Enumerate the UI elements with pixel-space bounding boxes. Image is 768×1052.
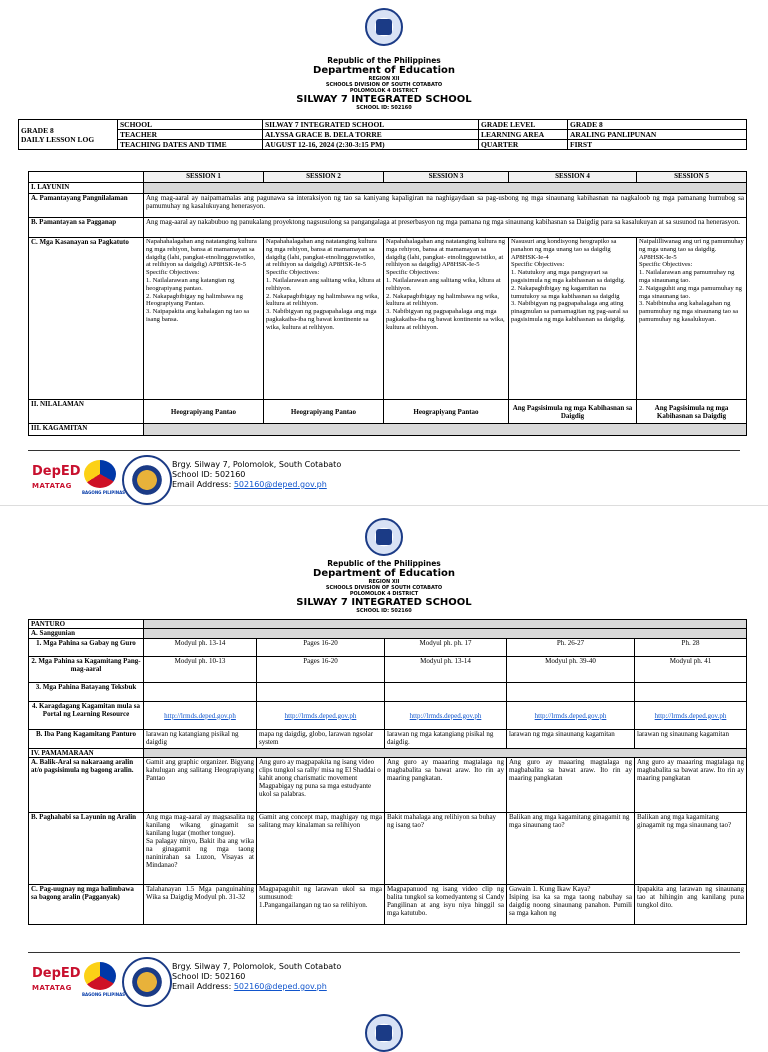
page-footer xyxy=(0,450,768,510)
region-text: REGION XII xyxy=(368,76,400,82)
department-text: Department of Education xyxy=(313,65,455,76)
quarter-value: FIRST xyxy=(568,140,747,150)
iba-cell: larawan ng mga sinaunang kagamitan xyxy=(507,730,635,749)
school-name: SILWAY 7 INTEGRATED SCHOOL xyxy=(296,94,472,105)
division-text: SCHOOLS DIVISION OF SOUTH COTABATO xyxy=(325,82,443,88)
republic-text: Republic of the Philippines xyxy=(327,56,441,65)
paghahabi-cell: Bakit mahalaga ang relihiyon sa buhay ng isang tao? xyxy=(385,813,507,885)
school-id: SCHOOL ID: 502160 xyxy=(356,105,412,111)
school-label: SCHOOL xyxy=(118,120,263,130)
iba-cell: larawan ng sinaunang kagamitan xyxy=(635,730,747,749)
portal-link[interactable]: http://lrmds.deped.gov.ph xyxy=(534,711,607,720)
kasanayan-cell: Nasusuri ang kondisyong heograpiko sa panahon ng mga unang tao sa daigdig AP8HSK-Ie-4 Specific Objectives: 1. Natutukoy ang mga pangyayari sa pagsisimula ng mga kabihasnan sa daigdig. 2. Nakapagbibigay ng kagamitan na tumutukoy sa mga kabihasnan sa daigdig 3. Nabibigyan ng pagpapahalaga ang ating pinagmulan sa pamamagitan ng pag-aaral sa pagsisimula ng mga kabihasnan sa daigdig. xyxy=(509,238,637,400)
paghahabi-label: B. Paghahabi sa Layunin ng Aralin xyxy=(29,813,144,885)
kagamitan-label: III. KAGAMITAN xyxy=(29,424,144,436)
grey-band xyxy=(144,424,747,436)
page-footer xyxy=(0,952,768,1012)
panturo-label: PANTURO xyxy=(29,620,144,629)
dates-value: AUGUST 12-16, 2024 (2:30-3:15 PM) xyxy=(263,140,479,150)
region-text: REGION XII xyxy=(368,579,400,585)
teacher-value: ALYSSA GRACE B. DELA TORRE xyxy=(263,130,479,140)
portal-link[interactable]: http://lrmds.deped.gov.ph xyxy=(409,711,482,720)
kagamitang-cell: Modyul ph. 13-14 xyxy=(385,657,507,683)
district-text: POLOMOLOK 4 DISTRICT xyxy=(349,88,419,94)
kasanayan-label: C. Mga Kasanayan sa Pagkatuto xyxy=(29,238,144,400)
kasanayan-cell: Napahahalagahan ang natatanging kultura ng mga rehiyon, bansa at mamamayan sa daigdig (lahi, pangkat-etnolingguwistiko, at relihiyon sa daigdig) AP8HSK-Ie-5 Specific Objectives: 1. Nailalarawan ang katangian ng heograpiyang pantao. 2. Nakapagbibigay ng halimbawa ng Heograpiyang Pantao. 3. Naipapakita ang kahalagan ng tao sa isang bansa. xyxy=(144,238,264,400)
division-text: SCHOOLS DIVISION OF SOUTH COTABATO xyxy=(325,585,443,591)
paguugnay-cell: Talahanayan 1.5 Mga panguinahing Wika sa Daigdig Modyul ph. 31-32 xyxy=(144,885,257,925)
nilalaman-cell: Ang Pagsisimula ng mga Kabihasnan sa Daigdig xyxy=(637,400,747,424)
pagganap-label: B. Pamantayan sa Pagganap xyxy=(29,218,144,238)
footer-school-id: School ID: 502160 xyxy=(172,972,246,981)
session-corner xyxy=(29,172,144,183)
nilalaman-label: II. NILALAMAN xyxy=(29,400,144,424)
nilalaman-cell: Heograpiyang Pantao xyxy=(144,400,264,424)
pamantayang-label: A. Pamantayang Pangnilalaman xyxy=(29,194,144,218)
bagong-pilipinas-logo-icon xyxy=(84,460,116,488)
kagamitang-cell: Modyul ph. 41 xyxy=(635,657,747,683)
portal-link[interactable]: http://lrmds.deped.gov.ph xyxy=(654,711,727,720)
department-text: Department of Education xyxy=(313,568,455,579)
school-value: SILWAY 7 INTEGRATED SCHOOL xyxy=(263,120,479,130)
sanggunian-label: A. Sanggunian xyxy=(29,629,144,639)
balik-cell: Ang guro ay maaaring magtalaga ng magbabalita sa bawat araw. Ito rin ay maaring pangkatan. xyxy=(385,758,507,813)
balik-cell: Ang guro ay maaaring magtalaga ng magbabalita sa bawat araw. Ito rin ay maaring pangkatan xyxy=(635,758,747,813)
kagamitang-cell: Pages 16-20 xyxy=(257,657,385,683)
paghahabi-cell: Balikan ang mga kagamitang ginagamit ng mga sinaunang tao? xyxy=(507,813,635,885)
paguugnay-label: C. Pag-uugnay ng mga halimbawa sa bagong aralin (Pagganyak) xyxy=(29,885,144,925)
footer-email-line xyxy=(172,982,341,992)
portal-label: 4. Karagdagang Kagamitan mula sa Portal ng Learning Resource xyxy=(29,702,144,730)
paghahabi-cell: Gamit ang concept map, maghigay ng mga salitang may kinalaman sa relihiyon xyxy=(257,813,385,885)
balik-cell: Gamit ang graphic organizer. Bigyang kahulugan ang salitang Heograpiyang Pantao xyxy=(144,758,257,813)
gabay-cell: Pages 16-20 xyxy=(257,639,385,657)
teacher-label: TEACHER xyxy=(118,130,263,140)
page-header xyxy=(0,559,768,614)
paguugnay-cell: Magpapaguhit ng larawan ukol sa mga sumusunod: 1.Pangangailangan ng tao sa relihiyon. xyxy=(257,885,385,925)
pagganap-text: Ang mag-aaral ay nakabubuo ng panukalang proyektong nagsusulong sa pangangalaga at preserbasyon ng mga pamana ng mga sinaunang kabihasnan sa Daigdig para sa kasalukuyan at sa susunod na henerasyon. xyxy=(144,218,747,238)
deped-seal-icon xyxy=(365,8,403,46)
deped-logo: DepED xyxy=(32,464,81,479)
grey-band xyxy=(144,620,747,629)
iba-cell: larawan ng katangiang pisikal ng daigdig xyxy=(144,730,257,749)
iba-label: B. Iba Pang Kagamitang Panturo xyxy=(29,730,144,749)
paguugnay-cell: Gawain 1. Kung Ikaw Kaya? Isiping isa ka sa mga taong nabuhay sa daigdig noong sinaunang panahon. Pumili sa mga kahon ng xyxy=(507,885,635,925)
teksbuk-cell xyxy=(507,683,635,702)
kagamitang-label: 2. Mga Pahina sa Kagamitang Pang-mag-aaral xyxy=(29,657,144,683)
kagamitang-cell: Modyul ph. 10-13 xyxy=(144,657,257,683)
portal-cell xyxy=(507,702,635,730)
gabay-cell: Modyul ph. 13-14 xyxy=(144,639,257,657)
session-header: SESSION 3 xyxy=(384,172,509,183)
email-label: Email Address: xyxy=(172,480,234,489)
portal-link[interactable]: http://lrmds.deped.gov.ph xyxy=(284,711,357,720)
teksbuk-cell xyxy=(144,683,257,702)
school-name: SILWAY 7 INTEGRATED SCHOOL xyxy=(296,597,472,608)
deped-seal-icon xyxy=(365,1014,403,1052)
bagong-pilipinas-label: BAGONG PILIPINAS xyxy=(82,490,126,495)
bagong-pilipinas-logo-icon xyxy=(84,962,116,990)
area-value: ARALING PANLIPUNAN xyxy=(568,130,747,140)
school-logo-icon xyxy=(122,455,172,505)
matatag-logo: MATATAG xyxy=(32,482,72,490)
iba-cell: larawan ng mga katangiang pisikal ng daigdig. xyxy=(385,730,507,749)
gabay-cell: Ph. 28 xyxy=(635,639,747,657)
grey-band xyxy=(144,183,747,194)
school-id: SCHOOL ID: 502160 xyxy=(356,608,412,614)
page-header xyxy=(0,56,768,111)
footer-address-block xyxy=(172,460,341,490)
area-label: LEARNING AREA xyxy=(479,130,568,140)
balik-cell: Ang guro ay magpapakita ng isang video clips tungkol sa rally/ misa ng El Shaddai o kahit anong charismatic movement Magpabigay ng puna sa mga estudyante ukol sa palabras. xyxy=(257,758,385,813)
school-logo-icon xyxy=(122,957,172,1007)
pamamaraan-label: IV. PAMAMARAAN xyxy=(29,749,144,758)
deped-seal-icon xyxy=(365,518,403,556)
footer-school-id: School ID: 502160 xyxy=(172,470,246,479)
gabay-label: 1. Mga Pahina sa Gabay ng Guro xyxy=(29,639,144,657)
paghahabi-cell: Balikan ang mga kagamitang ginagamit ng mga sinaunang tao? xyxy=(635,813,747,885)
session-header: SESSION 1 xyxy=(144,172,264,183)
portal-cell xyxy=(635,702,747,730)
grey-band xyxy=(144,629,747,639)
teksbuk-cell xyxy=(257,683,385,702)
session-header: SESSION 2 xyxy=(264,172,384,183)
teksbuk-cell xyxy=(385,683,507,702)
bagong-pilipinas-label: BAGONG PILIPINAS xyxy=(82,992,126,997)
page-separator xyxy=(0,505,768,506)
nilalaman-cell: Heograpiyang Pantao xyxy=(264,400,384,424)
gabay-cell: Modyul ph. ph. 17 xyxy=(385,639,507,657)
portal-cell xyxy=(385,702,507,730)
lesson-table-2 xyxy=(28,619,747,925)
footer-address: Brgy. Silway 7, Polomolok, South Cotabato xyxy=(172,460,342,469)
kagamitang-cell: Modyul ph. 39-40 xyxy=(507,657,635,683)
grade-label: GRADE LEVEL xyxy=(479,120,568,130)
kasanayan-cell: Naipalilliwanag ang uri ng pamumuhay ng mga unang tao sa daigdig. AP8HSK-Ie-5 Specific Objectives: 1. Nailalarawan ang pamumuhay ng mga sinaunang tao. 2. Naiguguhit ang mga pamumuhay ng mga sinaunang tao. 3. Nabibinuha ang kahalagahan ng pamumuhay ng mga sinaunang tao sa pamumuhay ng kasalukuyan. xyxy=(637,238,747,400)
quarter-label: QUARTER xyxy=(479,140,568,150)
gabay-cell: Ph. 26-27 xyxy=(507,639,635,657)
kasanayan-cell: Napahahalagahan ang natatanging kultura ng mga rehiyon, bansa at mamamayan sa daigdig (lahi, pangkat- etnolingguwistiko, at relihiyon sa daigdig) AP8HSK-Ie-5 Specific Objectives: 1. Nailalarawan ang salitang wika, kltura at relihiyon. 2. Nakapagbibigay ng halimbawa ng wika, kultura at relihiyon. 3. Nabibigyan ng pagpapahalaga ang mga pagkakaiba-iba ng bawat kontinente sa wika, kultura at relihiyon. xyxy=(384,238,509,400)
paguugnay-cell: Magpapanuod ng isang video clip ng balita tungkol sa komedyanteng si Candy Pangilinan at ang isyu niya hinggil sa mga katutubo. xyxy=(385,885,507,925)
grey-band xyxy=(144,749,747,758)
matatag-logo: MATATAG xyxy=(32,984,72,992)
email-label: Email Address: xyxy=(172,982,234,991)
deped-logo: DepED xyxy=(32,966,81,981)
lesson-table-1 xyxy=(28,171,747,436)
paghahabi-cell: Ang mga mag-aaral ay magsasalita ng kanilang wikang ginagamit sa kanilang lugar (mother tongue). Sa palagay ninyo, Bakit iba ang wika na ginagamit ng mga taong naninirahan sa Luzon, Visayas at Mindanao? xyxy=(144,813,257,885)
footer-address: Brgy. Silway 7, Polomolok, South Cotabato xyxy=(172,962,342,971)
portal-cell xyxy=(257,702,385,730)
pamantayang-text: Ang mag-aaral ay naipamamalas ang pagunawa sa interaksiyon ng tao sa kaniyang kapaligiran na naghigaydaan sa pag-usbong ng mga sinaunang kabihasnan na nagkaloob ng mga pamanang humubog sa pamumuhay ng kasalukuyang henerasyon. xyxy=(144,194,747,218)
paguugnay-cell: Ipapakita ang larawan ng sinaunang tao at hihingin ang kanilang puna tungkol dito. xyxy=(635,885,747,925)
dates-label: TEACHING DATES AND TIME xyxy=(118,140,263,150)
teksbuk-cell xyxy=(635,683,747,702)
teksbuk-label: 3. Mga Pahina Batayang Teksbuk xyxy=(29,683,144,702)
footer-email-line xyxy=(172,480,341,490)
session-header: SESSION 4 xyxy=(509,172,637,183)
portal-cell xyxy=(144,702,257,730)
grade-value: GRADE 8 xyxy=(568,120,747,130)
balik-cell: Ang guro ay maaaring magtalaga ng magbabalita sa bawat araw. Ito rin ay maaring pangkatan xyxy=(507,758,635,813)
email-link[interactable]: 502160@deped.gov.ph xyxy=(233,480,327,489)
footer-address-block xyxy=(172,962,341,992)
email-link[interactable]: 502160@deped.gov.ph xyxy=(233,982,327,991)
nilalaman-cell: Ang Pagsisimula ng mga Kabihasnan sa Daigdig xyxy=(509,400,637,424)
dll-title: GRADE 8 DAILY LESSON LOG xyxy=(19,120,118,150)
balik-label: A. Balik-Aral sa nakaraang aralin at/o pagsisimula ng bagong aralin. xyxy=(29,758,144,813)
section-layunin: I. LAYUNIN xyxy=(29,183,144,194)
kasanayan-cell: Napahahalagahan ang natatanging kultura ng mga rehiyon, bansa at mamamayan sa daigdig (lahi, pangkat-etnolingguwistiko, at relihiyon sa daigdig) AP8HSK-Ie-5 Specific Objectives: 1. Nailalarawan ang salitang wika, kltura at relihiyon. 2. Nakapagbibigay ng halimbawa ng wika, kultura at relihiyon. 3. Nabibigyan ng pagpapahalaga ang mga pagkakaiba-iba ng bawat kontinente sa wika, kultura at relihiyon. xyxy=(264,238,384,400)
iba-cell: mapa ng daigdig, globo, larawan ngsolar system xyxy=(257,730,385,749)
info-table xyxy=(18,119,747,150)
portal-link[interactable]: http://lrmds.deped.gov.ph xyxy=(164,711,236,720)
republic-text: Republic of the Philippines xyxy=(327,559,441,568)
district-text: POLOMOLOK 4 DISTRICT xyxy=(349,591,419,597)
session-header: SESSION 5 xyxy=(637,172,747,183)
nilalaman-cell: Heograpiyang Pantao xyxy=(384,400,509,424)
